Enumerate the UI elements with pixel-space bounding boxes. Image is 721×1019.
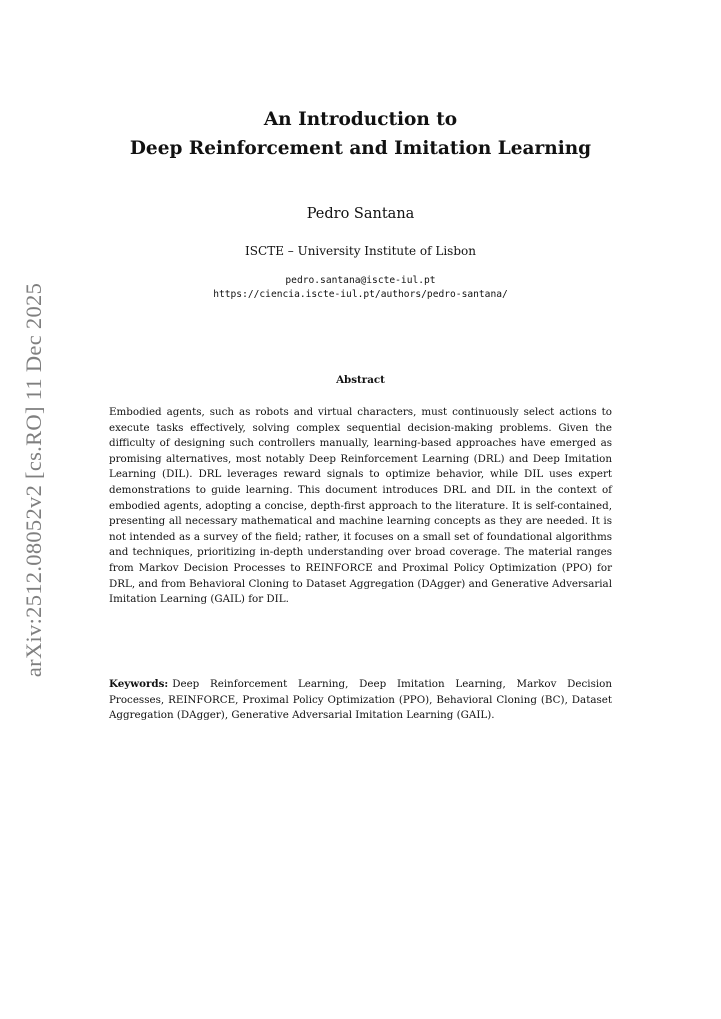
author-affiliation: ISCTE – University Institute of Lisbon [245, 244, 476, 258]
author-contact [0, 274, 721, 302]
keywords-section [109, 677, 612, 724]
abstract-body: Embodied agents, such as robots and virtual characters, must continuously select actions to execute tasks effectively, solving complex sequential decision-making problems. Given the difficulty of designing such controllers manually, learning-based approaches have emerged as promising alternatives, most notably Deep Reinforcement Learning (DRL) and Deep Imitation Learning (DIL). DRL leverages reward signals to optimize behavior, while DIL uses expert demonstrations to guide learning. This document introduces DRL and DIL in the context of embodied agents, adopting a concise, depth-first approach to the literature. It is self-contained, presenting all necessary mathematical and machine learning concepts as they are needed. It is not intended as a survey of the field; rather, it focuses on a small set of foundational algorithms and techniques, prioritizing in-depth understanding over broad coverage. The material ranges from Markov Decision Processes to REINFORCE and Proximal Policy Optimization (PPO) for DRL, and from Behavioral Cloning to Dataset Aggregation (DAgger) and Generative Adversarial Imitation Learning (GAIL) for DIL. [109, 406, 612, 606]
abstract-heading: Abstract [336, 374, 385, 386]
arxiv-identifier-text: arXiv:2512.08052v2 [cs.RO] 11 Dec 2025 [21, 282, 47, 678]
keywords-list: Deep Reinforcement Learning, Deep Imitation Learning, Markov Decision Processes, REINFORCE, Proximal Policy Optimization (PPO), Behavioral Cloning (BC), Dataset Aggregation (DAgger), Generative Adversarial Imitation Learning (GAIL). [109, 678, 612, 722]
paper-title [0, 105, 721, 163]
author-url: https://ciencia.iscte-iul.pt/authors/pedro-santana/ [213, 289, 508, 300]
arxiv-identifier [14, 282, 54, 678]
paper-title-line-2: Deep Reinforcement and Imitation Learning [129, 138, 592, 159]
keywords-label: Keywords: [109, 678, 169, 690]
author-name: Pedro Santana [306, 206, 415, 222]
paper-title-line-1: An Introduction to [263, 109, 458, 130]
author-email: pedro.santana@iscte-iul.pt [285, 275, 436, 286]
